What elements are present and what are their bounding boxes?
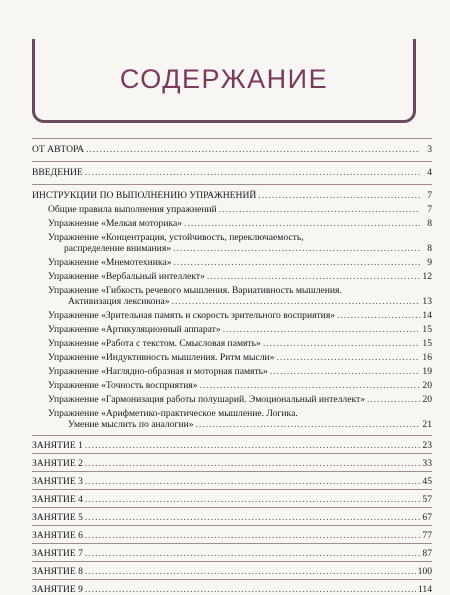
- toc-page-number: 12: [422, 271, 432, 282]
- toc-page-number: 13: [422, 296, 432, 307]
- toc-entry-label: ЗАНЯТИЕ 6: [32, 530, 83, 541]
- toc-page-number: 15: [422, 338, 432, 349]
- leader-dots: [85, 584, 416, 595]
- toc-subentry[interactable]: [32, 204, 432, 215]
- toc-page-number: 45: [422, 476, 432, 487]
- leader-dots: [337, 310, 420, 321]
- toc-lesson-4[interactable]: [32, 489, 432, 505]
- toc-subentry[interactable]: [32, 338, 432, 349]
- toc-page-number: 100: [417, 566, 432, 577]
- leader-dots: [172, 296, 420, 307]
- leader-dots: [174, 257, 420, 268]
- toc-entry-label: ЗАНЯТИЕ 9: [32, 584, 83, 595]
- toc-subentry[interactable]: [32, 285, 432, 307]
- toc-page-number: 3: [427, 144, 432, 155]
- toc-page-number: 77: [422, 530, 432, 541]
- title-box: [32, 39, 416, 123]
- toc-page-number: 21: [422, 419, 432, 430]
- toc-entry-label: Упражнение «Арифметико-практическое мышление. Логика.: [48, 408, 298, 419]
- leader-dots: [85, 167, 420, 178]
- toc-entry-introduction[interactable]: [32, 161, 432, 178]
- toc-entry-label: ЗАНЯТИЕ 4: [32, 494, 83, 505]
- toc-lesson-3[interactable]: [32, 471, 432, 487]
- leader-dots: [85, 566, 416, 577]
- toc-page-number: 19: [422, 366, 432, 377]
- toc-subentry[interactable]: [32, 408, 432, 430]
- toc-entry-label-continued: Активизация лексикона»: [68, 296, 170, 307]
- toc-lesson-9[interactable]: [32, 579, 432, 595]
- table-of-contents: [32, 138, 432, 595]
- leader-dots: [263, 338, 420, 349]
- toc-subentry[interactable]: [32, 366, 432, 377]
- toc-entry-label: Упражнение «Работа с текстом. Смысловая память»: [48, 338, 261, 349]
- toc-page-number: 7: [427, 190, 432, 201]
- page-title: СОДЕРЖАНИЕ: [119, 64, 329, 94]
- toc-page-number: 67: [422, 512, 432, 523]
- toc-lesson-1[interactable]: [32, 435, 432, 451]
- toc-subentry[interactable]: [32, 352, 432, 363]
- leader-dots: [173, 243, 420, 254]
- toc-page-number: 87: [422, 548, 432, 559]
- toc-subentry[interactable]: [32, 218, 432, 229]
- leader-dots: [276, 352, 420, 363]
- toc-entry-label: Упражнение «Вербальный интеллект»: [48, 271, 205, 282]
- toc-entry-label: ЗАНЯТИЕ 3: [32, 476, 83, 487]
- toc-subentry[interactable]: [32, 394, 432, 405]
- leader-dots: [367, 394, 420, 405]
- toc-entry-label: ВВЕДЕНИЕ: [32, 167, 83, 178]
- toc-page-number: 16: [422, 352, 432, 363]
- toc-lesson-6[interactable]: [32, 525, 432, 541]
- leader-dots: [85, 458, 420, 469]
- toc-entry-label: ЗАНЯТИЕ 1: [32, 440, 83, 451]
- toc-entry-label: Упражнение «Индуктивность мышления. Ритм мысли»: [48, 352, 275, 363]
- toc-page-number: 4: [427, 167, 432, 178]
- toc-entry-label: Упражнение «Мелкая моторика»: [48, 218, 183, 229]
- toc-page-number: 8: [427, 243, 432, 254]
- toc-entry-label-continued: распределение внимания»: [64, 243, 172, 254]
- toc-entry-label-continued: Умение мыслить по аналогии»: [68, 419, 194, 430]
- toc-entry-label: Упражнение «Точность восприятия»: [48, 380, 198, 391]
- toc-entry-label: ЗАНЯТИЕ 8: [32, 566, 83, 577]
- toc-page-number: 8: [427, 218, 432, 229]
- toc-subentry[interactable]: [32, 324, 432, 335]
- leader-dots: [85, 494, 420, 505]
- toc-subentry[interactable]: [32, 380, 432, 391]
- toc-subentry[interactable]: [32, 271, 432, 282]
- toc-page-number: 20: [422, 394, 432, 405]
- toc-entry-label: ЗАНЯТИЕ 7: [32, 548, 83, 559]
- leader-dots: [184, 218, 420, 229]
- toc-entry-label: Упражнение «Гармонизация работы полушарий. Эмоциональный интеллект»: [48, 394, 365, 405]
- toc-page-number: 9: [427, 257, 432, 268]
- toc-subentry[interactable]: [32, 310, 432, 321]
- toc-page-number: 114: [417, 584, 432, 595]
- leader-dots: [219, 204, 420, 215]
- toc-entry-label: Упражнение «Артикуляционный аппарат»: [48, 324, 221, 335]
- leader-dots: [200, 380, 420, 391]
- toc-entry-label: ОТ АВТОРА: [32, 144, 85, 155]
- toc-entry-label: Упражнение «Наглядно-образная и моторная память»: [48, 366, 268, 377]
- toc-page-number: 7: [427, 204, 432, 215]
- toc-page-number: 15: [422, 324, 432, 335]
- toc-lesson-8[interactable]: [32, 561, 432, 577]
- toc-entry-label: ИНСТРУКЦИИ ПО ВЫПОЛНЕНИЮ УПРАЖНЕНИЙ: [32, 190, 257, 201]
- toc-lesson-5[interactable]: [32, 507, 432, 523]
- toc-entry-label: Упражнение «Зрительная память и скорость зрительного восприятия»: [48, 310, 336, 321]
- toc-entry-label: ЗАНЯТИЕ 5: [32, 512, 83, 523]
- leader-dots: [85, 530, 420, 541]
- toc-entry-label: Упражнение «Гибкость речевого мышления. Вариативность мышления.: [48, 285, 342, 296]
- toc-subentry[interactable]: [32, 257, 432, 268]
- toc-lesson-2[interactable]: [32, 453, 432, 469]
- toc-page-number: 57: [422, 494, 432, 505]
- toc-subentry[interactable]: [32, 232, 432, 254]
- leader-dots: [86, 144, 420, 155]
- toc-page-number: 33: [422, 458, 432, 469]
- leader-dots: [270, 366, 420, 377]
- leader-dots: [85, 512, 420, 523]
- leader-dots: [85, 476, 420, 487]
- leader-dots: [85, 548, 420, 559]
- toc-lesson-7[interactable]: [32, 543, 432, 559]
- toc-page-number: 14: [422, 310, 432, 321]
- toc-entry-label: ЗАНЯТИЕ 2: [32, 458, 83, 469]
- leader-dots: [85, 440, 420, 451]
- leader-dots: [258, 190, 420, 201]
- leader-dots: [223, 324, 420, 335]
- toc-entry-label: Упражнение «Концентрация, устойчивость, переключаемость,: [48, 232, 304, 243]
- toc-entry-label: Общие правила выполнения упражнений: [48, 204, 217, 215]
- toc-page-number: 23: [422, 440, 432, 451]
- leader-dots: [196, 419, 420, 430]
- toc-entry-from-author[interactable]: [32, 138, 432, 155]
- toc-entry-instructions[interactable]: [32, 184, 432, 201]
- leader-dots: [207, 271, 420, 282]
- toc-page-number: 20: [422, 380, 432, 391]
- toc-entry-label: Упражнение «Мнемотехника»: [48, 257, 172, 268]
